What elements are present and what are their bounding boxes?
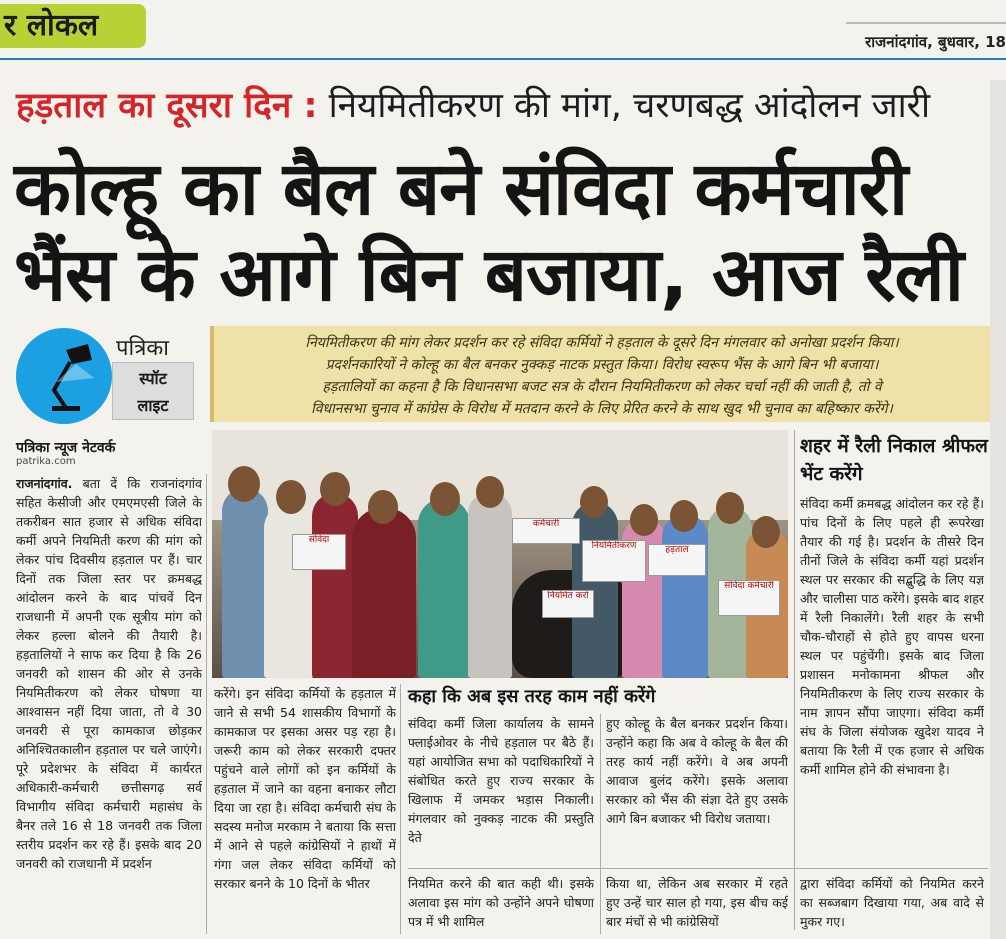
- kicker-headline: [16, 84, 930, 128]
- logo-brand: पत्रिका: [116, 336, 169, 361]
- placard: नियमित करो: [542, 590, 594, 618]
- logo-box: [112, 362, 194, 420]
- article-column-2: करेंगे। इन संविदा कर्मियों के हड़ताल में जाने से सभी 54 शासकीय विभागों के कामकाज पर इसका असर पड़ रहा है। जरूरी काम को लेकर सरकारी दफ्तर पहुंचने वाले लोगों को इन कर्मियों के हड़ताल में जाने का वहना बनाकर लौटा दिया जा रहा है। संविदा कर्मचारी संघ के सदस्य मनोज मरकाम ने बताया कि सत्ता में आने से पहले कांग्रेसियों ने हाथों में गंगा जल लेकर संविदा कर्मियों को सरकार बनने के 10 दिनों के भीतर: [214, 686, 396, 891]
- column-divider: [794, 430, 795, 930]
- lamp-icon: [36, 342, 96, 414]
- byline: पत्रिका न्यूज नेटवर्क: [16, 440, 116, 456]
- deck-summary: [210, 326, 990, 422]
- article-column-3-continued: नियमित करने की बात कही थी। इसके अलावा इस मांग को उन्होंने अपने घोषणा पत्र में भी शामिल: [408, 876, 594, 929]
- article-column-1: [16, 474, 202, 934]
- article-column-3: संविदा कर्मी जिला कार्यालय के सामने फ्लाईओवर के नीचे हड़ताल पर बैठे हैं। यहां आयोजित सभा को पदाधिकारियों ने संबोधित करते हुए राज्य सरकार के खिलाफ में जमकर भड़ास निकाली। मंगलवार को नुक्कड़ नाटक की प्रस्तुति देते: [408, 716, 594, 845]
- placard: कर्मचारी: [512, 518, 580, 544]
- subheadline: कहा कि अब इस तरह काम नहीं करेंगे: [408, 686, 656, 707]
- deck-line: नियमितीकरण की मांग लेकर प्रदर्शन कर रहे संविदा कर्मियों ने हड़ताल के दूसरे दिन मंगलवार को अनोखा प्रदर्शन किया।: [305, 335, 899, 351]
- main-headline-line2: भैंस के आगे बिन बजाया, आज रैली: [14, 232, 963, 318]
- byline-web: patrika.com: [16, 456, 76, 467]
- section-tag: र लोकल: [0, 4, 146, 48]
- kicker-black: नियमितीकरण की मांग, चरणबद्ध आंदोलन जारी: [317, 86, 931, 126]
- placard: हड़ताल: [648, 544, 706, 576]
- article-text: बता दें कि राजनांदगांव सहित केसीजी और एमएमएसी जिले के तकरीबन सात हजार से अधिक संविदा कर्मी अपने नियमिती करण की मांग को लेकर पांच दिवसीय हड़ताल पर हैं। चार दिनों तक जिला स्तर पर क्रमबद्ध आंदोलन करने के बाद पांचवें दिन राजधानी में अपनी एक सूत्रीय मांग को लेकर हल्ला बोलने की तैयारी है। हड़तालियों ने साफ कर दिया है कि 26 जनवरी को शासन की ओर से उनके नियमितीकरण को लेकर घोषणा या आश्वासन नहीं दिया जाता, तो वे 30 जनवरी से पूरा कामकाज छोड़कर अनिश्चितकालीन हड़ताल पर चले जाएंगे। पूरे प्रदेशभर के संविदा में कार्यरत अधिकारी-कर्मचारी छत्तीसगढ़ सर्व विभागीय संविदा कर्मचारी महासंघ के बैनर तले 16 से 18 जनवरी तक जिला स्तरीय प्रदर्शन कर रहे हैं। इसके बाद 20 जनवरी को राजधानी में प्रदर्शन: [16, 476, 202, 871]
- side-headline: शहर में रैली निकाल श्रीफल भेंट करेंगे: [800, 435, 988, 485]
- column-divider: [206, 474, 207, 934]
- logo-line2: लाइट: [137, 396, 169, 415]
- article-column-4-continued: किया था, लेकिन अब सरकार में रहते हुए उन्हें चार साल हो गया, इस बीच कई बार मंचों से भी कांग्रेसियों: [606, 876, 788, 929]
- dateline: राजनांदगांव, बुधवार, 18: [865, 33, 1006, 51]
- column-divider: [600, 714, 601, 934]
- header-rule: [846, 22, 1006, 24]
- column-divider: [400, 684, 401, 934]
- article-dateline: राजनांदगांव.: [16, 476, 73, 491]
- deck-line: विधानसभा चुनाव में कांग्रेस के विरोध में मतदान करने के लिए प्रेरित करने के साथ खुद भी चुनाव का बहिष्कार करेंगे।: [311, 401, 893, 417]
- placard: संविदा: [292, 534, 346, 570]
- adjacent-page-strip: [990, 80, 1006, 939]
- spotlight-logo: [16, 324, 194, 424]
- logo-line1: स्पॉट: [139, 369, 167, 388]
- placard: नियमितीकरण: [582, 540, 646, 582]
- deck-line: प्रदर्शनकारियों ने कोल्हू का बैल बनकर नुक्कड़ नाटक प्रस्तुत किया। विरोध स्वरूप भैंस के आगे बिन भी बजाया।: [325, 357, 879, 373]
- header-divider: [0, 58, 1006, 60]
- deck-line: हड़तालियों का कहना है कि विधानसभा बजट सत्र के दौरान नियमितीकरण को लेकर चर्चा नहीं की जाती है, तो वे: [322, 379, 882, 395]
- article-column-4: हुए कोल्हू के बैल बनकर प्रदर्शन किया। उन्होंने कहा कि अब वे कोल्हू के बैल की तरह कार्य नहीं करेंगे। वे अब अपनी आवाज बुलंद करेंगे। इसके अलावा सरकार को भैंस की संज्ञा देते हुए उसके आगे बिन बजाकर भी विरोध जताया।: [606, 716, 788, 826]
- section-divider: [408, 868, 988, 869]
- main-headline-line1: कोल्हू का बैल बने संविदा कर्मचारी: [14, 146, 908, 232]
- side-column-text: संविदा कर्मी क्रमबद्ध आंदोलन कर रहे हैं। पांच दिनों के लिए पहले ही रूपरेखा तैयार की गई है। प्रदर्शन के तीसरे दिन तीनों जिले के संविदा कर्मी यहां प्रदर्शन स्थल पर सरकार की सद्बुद्धि के लिए यज्ञ और चालीसा पाठ करेंगे। इसके बाद शहर में रैली निकालेंगे। रैली शहर के सभी चौक-चौराहों से होते हुए वापस धरना स्थल पर पहुंचेंगी। इसके बाद जिला प्रशासन मनोकामना श्रीफल और नियमितीकरण के लिए राज्य सरकार के नाम ज्ञापन सौंपा जाएगा। संविदा कर्मी संघ के जिला संयोजक खुदेश यादव ने बताया कि रैली में एक हजार से अधिक कर्मी शामिल होने की संभावना है।: [800, 496, 984, 777]
- article-column-5-continued: द्वारा संविदा कर्मियों को नियमित करने का सब्जबाग दिखाया गया, अब वादे से मुकर गए।: [800, 876, 984, 929]
- kicker-red: हड़ताल का दूसरा दिन :: [16, 86, 318, 126]
- protest-photo: [212, 430, 788, 678]
- placard: संविदा कर्मचारी: [718, 580, 780, 616]
